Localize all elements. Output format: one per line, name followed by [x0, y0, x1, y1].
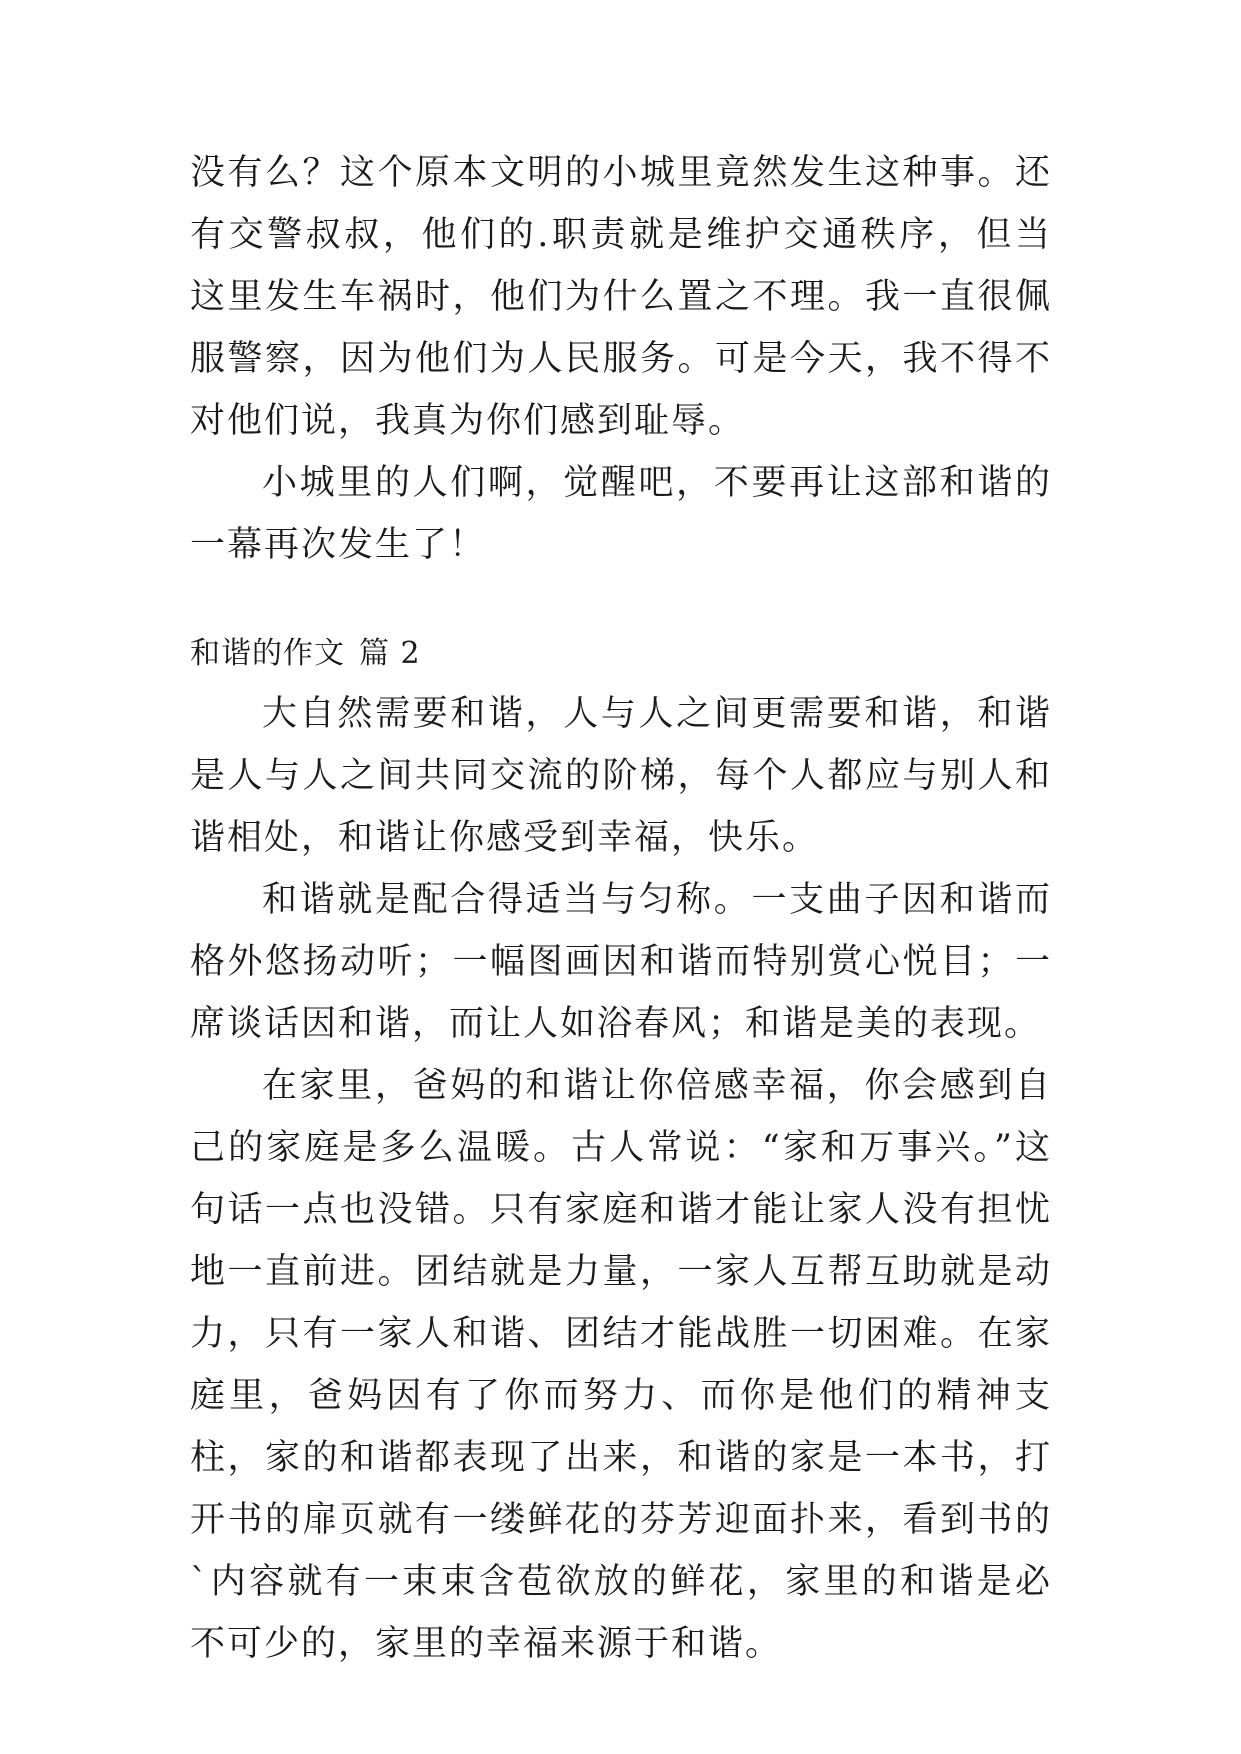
paragraph: 在家里，爸妈的和谐让你倍感幸福，你会感到自己的家庭是多么温暖。古人常说：“家和万事兴。”这句话一点也没错。只有家庭和谐才能让家人没有担忧地一直前进。团结就是力量，一家人互帮互助就是动力，只有一家人和谐、团结才能战胜一切困难。在家庭里，爸妈因有了你而努力、而你是他们的精神支柱，家的和谐都表现了出来，和谐的家是一本书，打开书的扉页就有一缕鲜花的芬芳迎面扑来，看到书的`内容就有一束束含苞欲放的鲜花，家里的和谐是必不可少的，家里的幸福来源于和谐。: [190, 1066, 1052, 1664]
section-number: 篇 2: [359, 636, 421, 671]
paragraph: 大自然需要和谐，人与人之间更需要和谐，和谐是人与人之间共同交流的阶梯，每个人都应与别人和谐相处，和谐让你感受到幸福，快乐。: [190, 694, 1052, 858]
continuation-text: [190, 142, 1052, 576]
paragraph: 没有么？这个原本文明的小城里竟然发生这种事。还有交警叔叔，他们的.职责就是维护交通秩序，但当这里发生车祸时，他们为什么置之不理。我一直很佩服警察，因为他们为人民服务。可是今天，我不得不对他们说，我真为你们感到耻辱。: [190, 153, 1052, 441]
paragraph: 小城里的人们啊，觉醒吧，不要再让这部和谐的一幕再次发生了！: [190, 463, 1052, 565]
section-title: 和谐的作文: [190, 636, 345, 671]
section-body: [190, 683, 1052, 1675]
section-heading: [190, 634, 421, 674]
paragraph: 和谐就是配合得适当与匀称。一支曲子因和谐而格外悠扬动听；一幅图画因和谐而特别赏心悦目；一席谈话因和谐，而让人如浴春风；和谐是美的表现。: [190, 880, 1052, 1044]
